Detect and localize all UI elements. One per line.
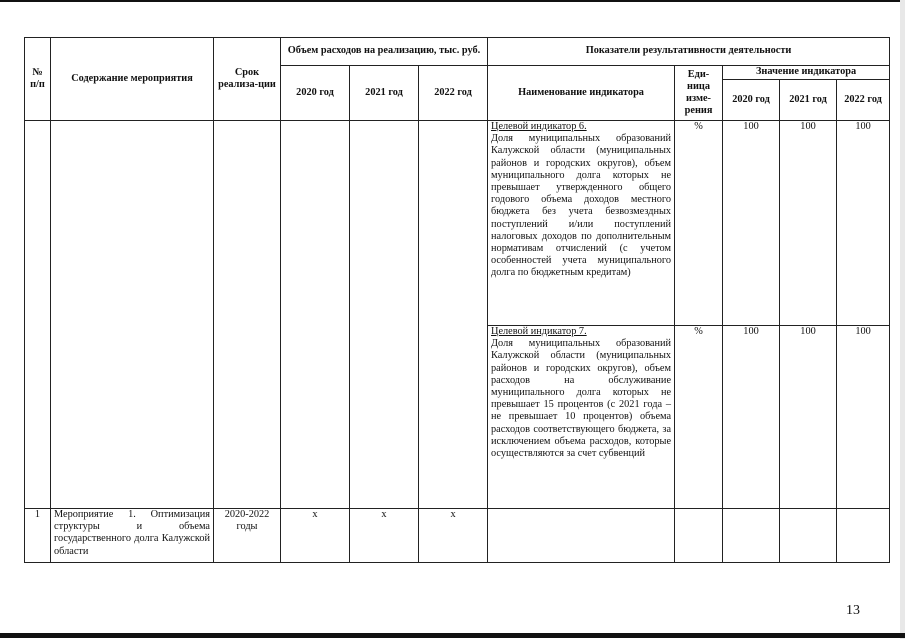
indicator-7-value-2020: 100 (723, 326, 780, 509)
table-row (25, 121, 890, 326)
header-term: Срок реализа-ции (214, 38, 281, 121)
event-exp-2020: x (281, 509, 350, 563)
header-value-2020: 2020 год (723, 80, 780, 121)
header-year-2022: 2022 год (419, 66, 488, 121)
event-exp-2021: x (350, 509, 419, 563)
header-indicators: Показатели результативности деятельности (488, 38, 890, 66)
event-v2021-empty (780, 509, 837, 563)
event-v2022-empty (837, 509, 890, 563)
event-v2020-empty (723, 509, 780, 563)
page-number: 13 (846, 603, 860, 618)
indicator-6-cell (488, 121, 675, 326)
indicator-6-title: Целевой индикатор 6. (491, 121, 587, 132)
event-indicator-empty (488, 509, 675, 563)
event-exp-2022: x (419, 509, 488, 563)
row-content-empty (51, 121, 214, 509)
event-num: 1 (25, 509, 51, 563)
row-term-empty (214, 121, 281, 509)
measures-table (24, 37, 890, 563)
header-value-2022: 2022 год (837, 80, 890, 121)
top-border-line (0, 0, 905, 2)
header-indicator-value: Значение индикатора (723, 66, 890, 80)
header-indicator-name: Наименование индикатора (488, 66, 675, 121)
indicator-6-text: Доля муниципальных образований Калужской области (муниципальных районов и городских округов), объем муниципального долга которых не превышает утвержденного общего годового объема доходов местного бюджета без учета безвозмездных поступлений и/или поступлений налоговых доходов по дополнительным нормативам отчислений (с учетом особенностей учета муниципального долга по бюджетным кредитам) (491, 133, 672, 279)
table-row (25, 509, 890, 563)
header-year-2020: 2020 год (281, 66, 350, 121)
indicator-7-value-2021: 100 (780, 326, 837, 509)
row-num-empty (25, 121, 51, 509)
bottom-border-line (0, 633, 905, 638)
header-year-2021: 2021 год (350, 66, 419, 121)
row-exp-2020-empty (281, 121, 350, 509)
indicator-6-value-2022: 100 (837, 121, 890, 326)
indicator-6-value-2021: 100 (780, 121, 837, 326)
event-unit-empty (675, 509, 723, 563)
indicator-7-unit: % (675, 326, 723, 509)
header-expenses: Объем расходов на реализацию, тыс. руб. (281, 38, 488, 66)
header-value-2021: 2021 год (780, 80, 837, 121)
header-row-1 (25, 38, 890, 66)
event-term: 2020-2022 годы (214, 509, 281, 563)
indicator-6-unit: % (675, 121, 723, 326)
row-exp-2022-empty (419, 121, 488, 509)
indicator-7-value-2022: 100 (837, 326, 890, 509)
header-unit: Еди-ница изме-рения (675, 66, 723, 121)
event-content: Мероприятие 1. Оптимизация структуры и объема государственного долга Калужской области (51, 509, 214, 563)
indicator-7-text: Доля муниципальных образований Калужской области (муниципальных районов и городских округов), объем расходов на обслуживание муниципального долга которых не превышает 15 процентов (с 2021 года – не превышает 10 процентов) объема расходов соответствующего бюджета, за исключением объема расходов, которые осуществляются за счет субвенций (491, 338, 672, 460)
row-exp-2021-empty (350, 121, 419, 509)
header-content: Содержание мероприятия (51, 38, 214, 121)
header-num: № п/п (25, 38, 51, 121)
indicator-6-value-2020: 100 (723, 121, 780, 326)
right-scan-edge (900, 0, 905, 639)
indicator-7-cell (488, 326, 675, 509)
indicator-7-title: Целевой индикатор 7. (491, 326, 587, 337)
